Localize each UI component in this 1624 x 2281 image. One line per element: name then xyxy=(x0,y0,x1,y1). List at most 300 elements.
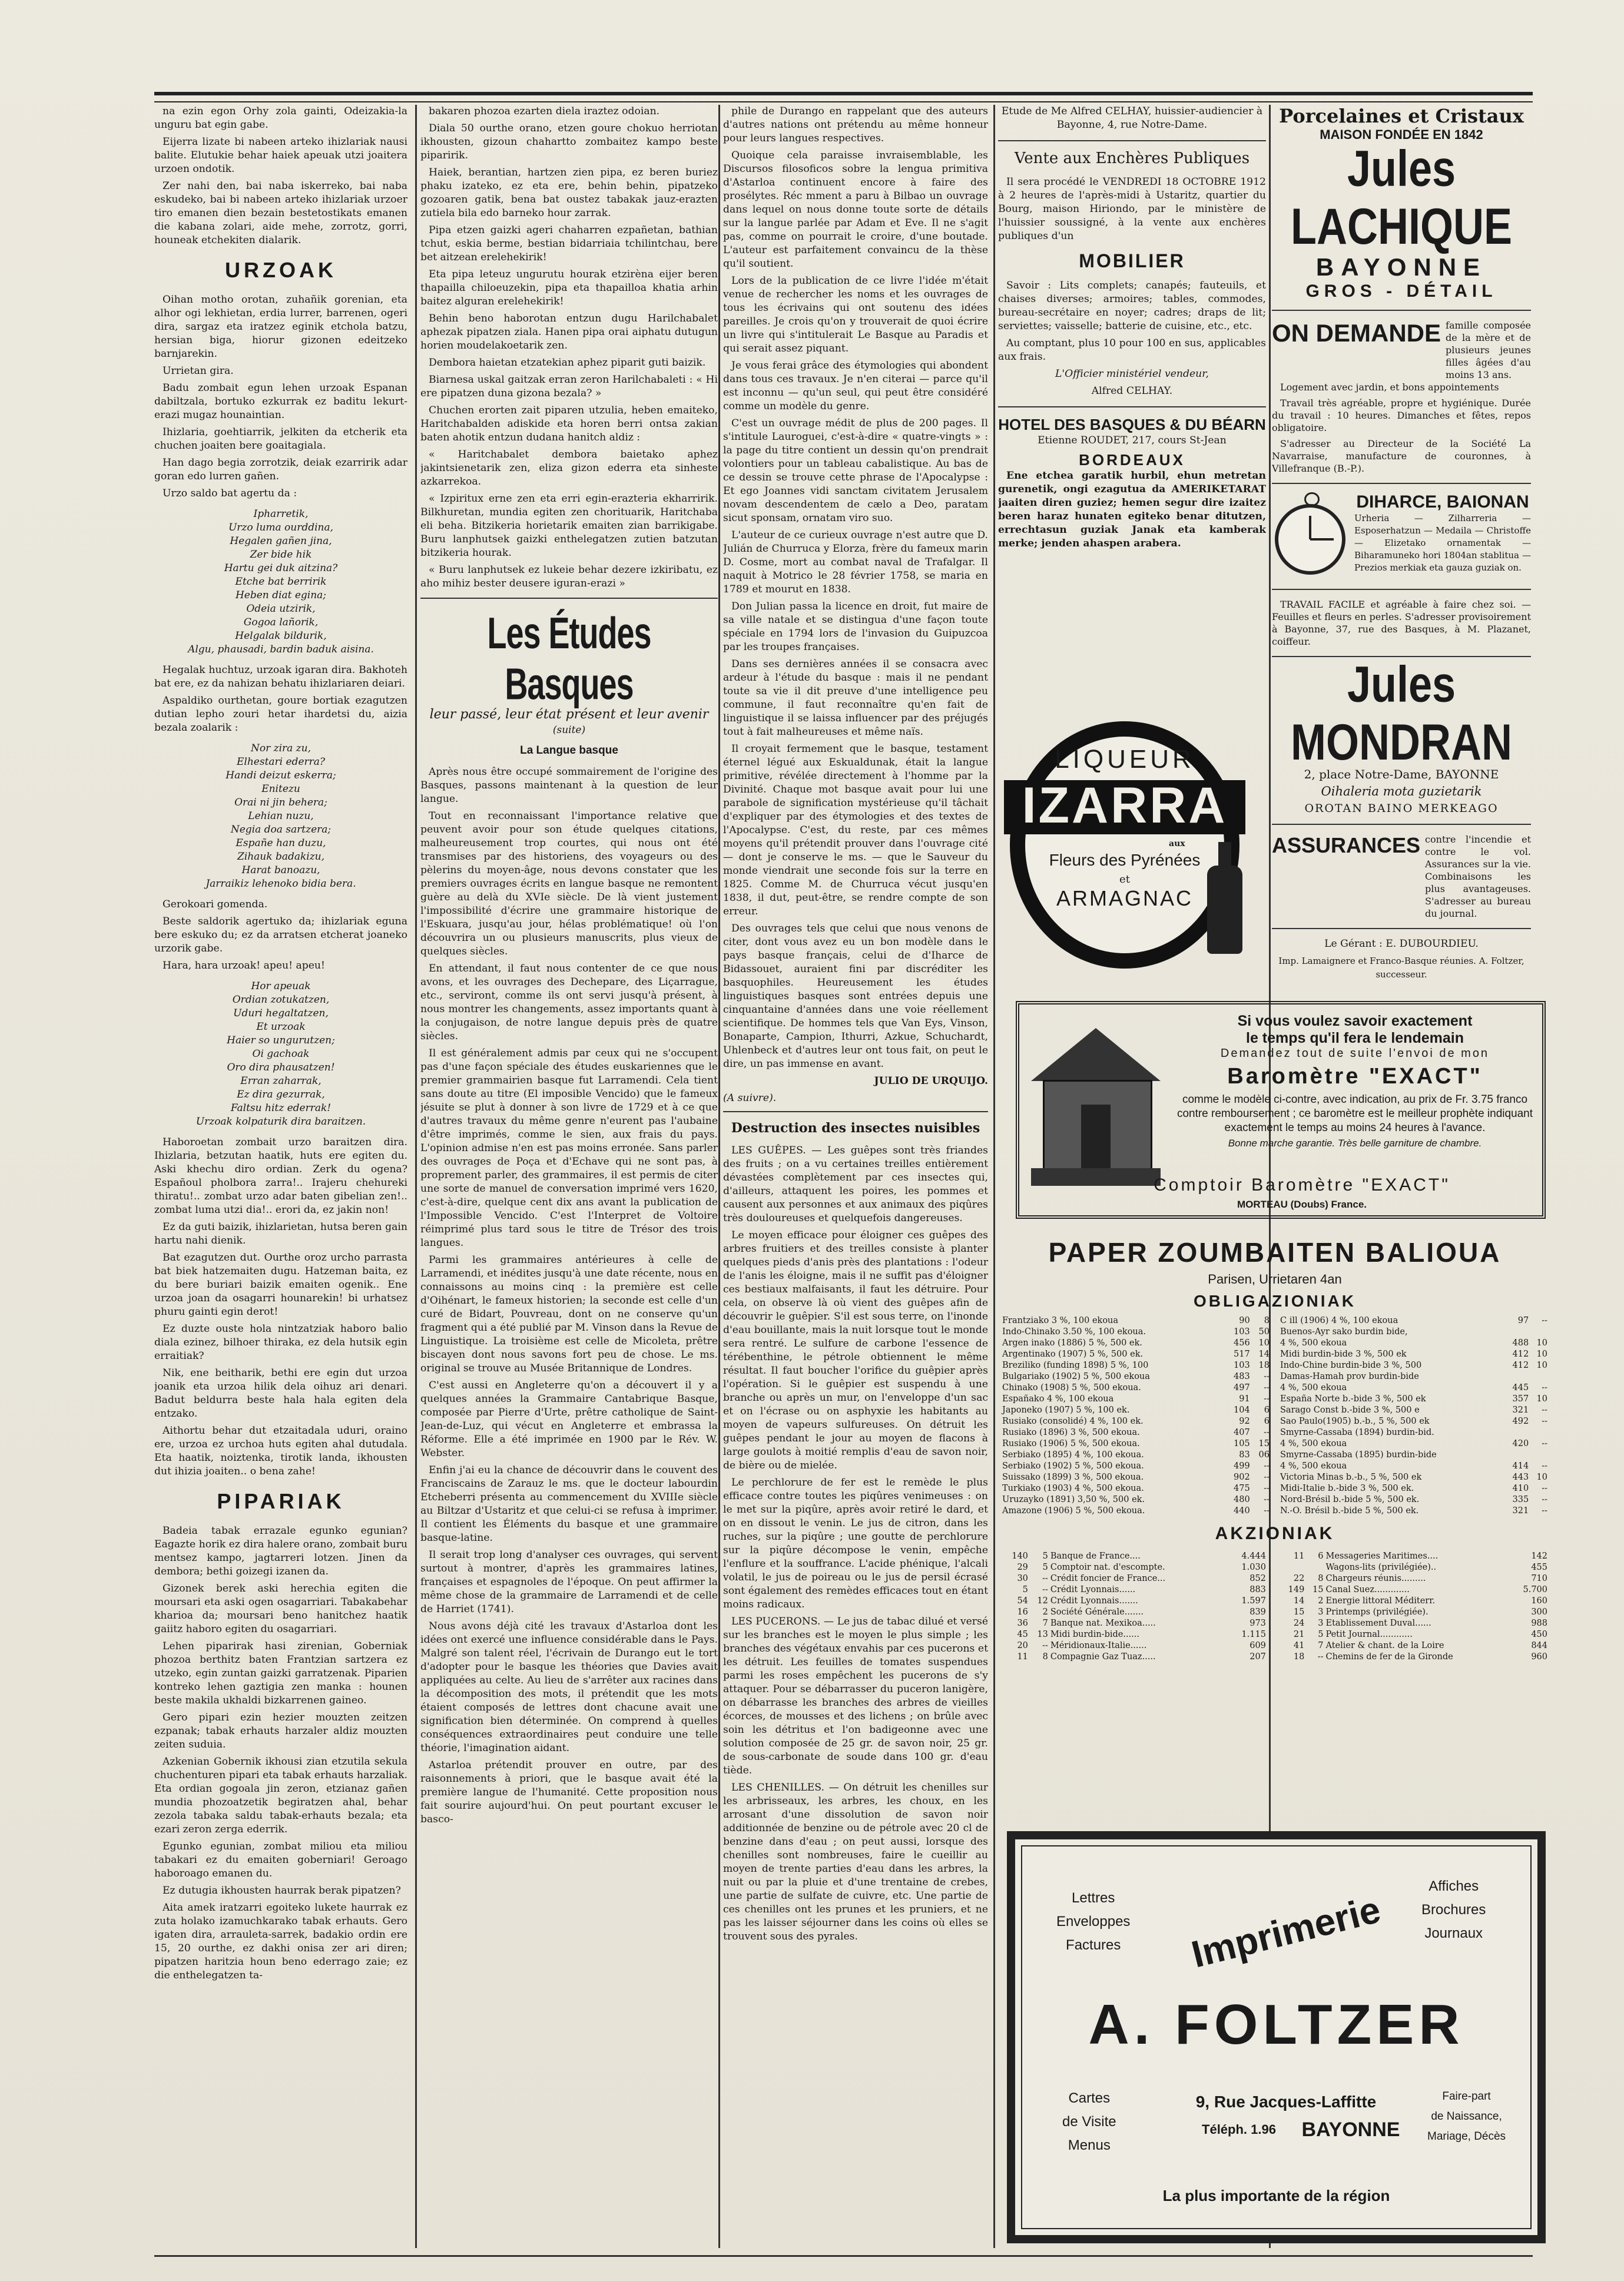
table-cell: 973 xyxy=(1250,1619,1266,1628)
table-cell: 4.444 xyxy=(1241,1551,1266,1561)
table-cell: 15 xyxy=(1258,1439,1270,1448)
diharce-title: DIHARCE, BAIONAN xyxy=(1356,492,1529,512)
pipariak-text xyxy=(154,1524,407,1982)
paragraph: LES PUCERONS. — Le jus de tabac dilué et versé sur les branches est le moyen le plus simple ; les branches des végétaux envahis par ces pucerons et les détruit. Les feuilles de tomates suspendues parmi les roses empêchent les pucerons de s'y attaquer. Pour se débarrasser du puceron lanigère, on débarrasse les branches des arbres de vieilles écorces, de mousses et des lichens ; on brûle avec soin les détritus et l'on badigeonne avec une solution composée de 25 gr. de savon noir, 25 gr. de sous-carbonate de soude dans 100 gr. d'eau tiède. xyxy=(723,1616,988,1776)
table-cell: 480 xyxy=(1234,1495,1250,1504)
table-cell: Nord-Brésil b.-bide 5 %, 500 ek. xyxy=(1280,1495,1420,1504)
table-row xyxy=(1279,1427,1549,1438)
table-cell: 2 xyxy=(1318,1596,1324,1606)
table-row xyxy=(1279,1629,1549,1640)
table-cell: 92 xyxy=(1239,1417,1250,1426)
text-line: Affiches xyxy=(1429,1878,1479,1894)
table-cell: Société Générale....... xyxy=(1050,1607,1144,1617)
table-cell: 450 xyxy=(1531,1630,1547,1639)
text-line: Etche bat berririk xyxy=(235,576,327,588)
paragraph: Bat ezagutzen dut. Ourthe oroz urcho parrasta bat biek hatzemaiten dugu. Hatzeman baita, ez du bere buriari baizik emaiten ogenik.. Ene urzoa joan da osagarri hounarekin! bi urhatsez phuru gainti egin derot! xyxy=(154,1252,407,1318)
table-row xyxy=(1001,1371,1271,1382)
text-line: Heben diat egina; xyxy=(235,589,327,601)
izarra-et: et xyxy=(1119,873,1130,886)
paragraph: Parmi les grammaires antérieures à celle de Larramendi, et inédites jusqu'à une date récente, nous en connaissons au moins cinq : la première est celle d'Oihénart, le fameux historien; la seconde est celle d'un curé de Bidart, Pouvreau, dont on ne conserve qu'un fragment qui a été publié par M. Vinson dans la Revue de Linguistique. La troisième est celle de Micoleta, prêtre biscayen dont nous savons fort peu de chose. Le ms. original se trouve au Musée Britannique de Londres. xyxy=(420,1254,718,1374)
table-cell xyxy=(1279,1562,1305,1573)
table-cell: Chemins de fer de la Gironde xyxy=(1325,1652,1453,1662)
table-cell xyxy=(1267,1584,1271,1596)
watch-icon xyxy=(1272,492,1348,581)
table-row xyxy=(1001,1405,1271,1416)
paragraph: Le moyen efficace pour éloigner ces guêpes des arbres fruitiers et des treilles consiste à planter quelques pieds d'anis près des plantations : l'odeur de l'anis les éloigne, mais il ne suffit pas d'éloigner ces bestiaux malfaisants, il faut les détruire. Pour cela, on observe là où vient des guêpes afin de découvrir le guêpier. S'il est sous terre, on l'inonde d'eau bouillante, mais la nuit lorsque tout le monde sera rentré. Le sulfure de carbone l'essence de térébenthine, le pétrole obtiennent le même résultat. Il faut boucher l'orifice du guêpier après l'opération. Si le guêpier est suspendu à une branche ou après un mur, on l'enveloppe d'un sac et on l'écrase ou on asphyxie les habitants au moyen de vapeurs sulfureuses. On détruit les guêpes pendant le jour au moyen de flacons à large goulots à moitié remplis d'eau de savon noir, de bière ou de mielée. xyxy=(723,1229,988,1471)
table-row xyxy=(1001,1562,1271,1573)
table-row xyxy=(1279,1327,1549,1338)
table-row xyxy=(1279,1584,1549,1596)
etudes-title: Les Études Basques xyxy=(487,608,651,710)
foltzer-cartes-list xyxy=(1062,2087,1116,2157)
text-line: Oi gachoak xyxy=(252,1048,310,1060)
table-cell: 8 xyxy=(1318,1574,1324,1583)
pipariak-continued xyxy=(420,105,718,591)
paper-date: Parisen, Urrietaren 4an xyxy=(1208,1272,1342,1287)
table-cell: 456 xyxy=(1234,1338,1250,1348)
oihaleria: Oihaleria mota guzietarik xyxy=(1321,784,1482,798)
foltzer-city: BAYONNE xyxy=(1301,2118,1400,2141)
table-row xyxy=(1279,1315,1549,1327)
table-cell: 7 xyxy=(1318,1641,1324,1650)
paragraph: Nous avons déjà cité les travaux d'Astarloa dont les idées ont exercé une influence considérable dans le Pays. Malgré son talent réel, l'écrivain de Durango eut le tort d'adopter pour le basque les théories que Davies avait appliquées au celte. Au lieu de s'arrêter aux racines dans la décomposition des mots, il prétendit que les mots étaient composés de lettres dont chacune avait une signification bien déterminée. On comprend à quelles conséquences extraordinaires peut conduire une telle théorie, l'imagination aidant. xyxy=(420,1620,718,1754)
barometre-ad xyxy=(1016,1001,1546,1219)
paragraph: phile de Durango en rappelant que des auteurs d'autres nations ont prétendu au même honneur pour leurs langues respectives. xyxy=(723,105,988,144)
text-line: Algu, phausadi, bardin baduk aisina. xyxy=(188,644,374,655)
paragraph: Oihan motho orotan, zuhañik gorenian, eta alhor ogi lekhietan, erdia lurrer, barrenen, ogeri dira, sargaz eta iratzez eginik etchola batzu, hersian biga, hiorur gizonen edeitzeko barnjarekin. xyxy=(154,294,407,360)
table-row xyxy=(1279,1506,1549,1517)
table-cell: Sao Paulo(1905) b.-b., 5 %, 500 ek xyxy=(1280,1417,1430,1426)
urzoak-text xyxy=(154,293,407,500)
table-cell: 15 xyxy=(1293,1607,1305,1617)
table-cell: 4 %, 500 ekoua xyxy=(1280,1439,1347,1448)
text-line: Et urzoak xyxy=(256,1021,306,1033)
table-cell: Banque de France.... xyxy=(1050,1551,1141,1561)
table-cell: -- xyxy=(1264,1372,1270,1381)
table-cell xyxy=(1305,1562,1324,1573)
text-line: Nor zira zu, xyxy=(250,742,311,754)
table-cell: Rusiako (1896) 3 %, 500 ekoua. xyxy=(1002,1428,1140,1437)
table-cell: -- xyxy=(1264,1461,1270,1471)
table-cell: Crédit Lyonnais....... xyxy=(1050,1596,1138,1606)
table-cell: 10 xyxy=(1536,1361,1547,1370)
table-cell: 160 xyxy=(1531,1596,1547,1606)
table-cell: 410 xyxy=(1512,1484,1529,1493)
table-cell: 36 xyxy=(1017,1619,1028,1628)
paragraph: Pipa etzen gaizki ageri chaharren ezpañetan, bathian tchut, eskia berme, bestian bidarriaia tchilintchau, bere bet aitzean erelehekirik! xyxy=(420,224,718,263)
table-cell: 3 xyxy=(1318,1619,1324,1628)
text-line: Elhestari ederra? xyxy=(236,756,326,768)
table-row xyxy=(1279,1551,1549,1562)
langue-text xyxy=(420,765,718,1826)
table-row xyxy=(1001,1607,1271,1618)
table-cell: 12 xyxy=(1037,1596,1048,1606)
table-row xyxy=(1001,1338,1271,1349)
table-cell: 5 xyxy=(1042,1551,1048,1561)
lachique-name: Jules LACHIQUE xyxy=(1291,140,1512,256)
table-cell: Breziliko (funding 1898) 5 %, 100 xyxy=(1002,1361,1149,1370)
izarra-brand: IZARRA xyxy=(1022,777,1228,834)
table-cell: Sarago Const b.-bide 3 %, 500 e xyxy=(1280,1405,1420,1415)
table-cell: -- xyxy=(1042,1585,1048,1594)
table-cell: Suissako (1899) 3 %, 500 ekoua. xyxy=(1002,1473,1144,1482)
chalet-roof xyxy=(1031,1028,1161,1081)
table-row xyxy=(1001,1315,1271,1327)
table-row xyxy=(1001,1416,1271,1427)
table-cell: 11 xyxy=(1017,1652,1028,1662)
etudes-subtitle: leur passé, leur état présent et leur avenir xyxy=(429,707,709,722)
paragraph: Ez da guti baizik, ihizlarietan, hutsa beren gain hartu nahi dienik. xyxy=(154,1221,407,1246)
table-cell: -- xyxy=(1264,1383,1270,1393)
table-cell: -- xyxy=(1542,1495,1547,1504)
table-cell: 445 xyxy=(1512,1383,1529,1393)
table-cell xyxy=(1503,1450,1530,1461)
table-cell xyxy=(1267,1573,1271,1584)
table-cell: Serbiako (1902) 5 %, 500 ekoua. xyxy=(1002,1461,1144,1471)
paragraph: Aita amek iratzarri egoiteko lukete haurrak ez zuta holako izamuchkarako tabak erhauts. Gero igaten dira, arrauleta-sarrek, badakio ordin ere 15, 20 ourthe, ez dakhi onisa zer ari diren; pipatzen haritzia houn beno ederrago zaie; ez die enthelegatzen ta- xyxy=(154,1902,407,1981)
porcelaines-title: Porcelaines et Cristaux xyxy=(1279,105,1524,127)
text-line: Lehian nuzu, xyxy=(248,810,314,822)
table-cell xyxy=(1267,1640,1271,1652)
paragraph: Nik, ene beitharik, bethi ere egin dut urzoa joanik eta urzoa hilik dela oihuz ari denari. Badut beldurra beste hala hala egiten dela entzako. xyxy=(154,1367,407,1420)
table-cell: Frantziako 3 %, 100 ekoua xyxy=(1002,1316,1119,1325)
table-cell: -- xyxy=(1264,1506,1270,1516)
table-cell: Midi-Italie b.-bide 3 %, 500 ek. xyxy=(1280,1484,1414,1493)
paragraph: Je vous ferai grâce des étymologies qui abondent dans tous ces travaux. Je n'en citerai — parce qu'il est inconnu — qu'un seul, qui peut être considéré comme un modèle du genre. xyxy=(723,360,988,412)
paragraph: Urzo saldo bat agertu da : xyxy=(163,488,297,499)
paragraph: Gerokoari gomenda. xyxy=(163,899,268,910)
table-cell: 10 xyxy=(1258,1338,1270,1348)
table-cell: Argentinako (1907) 5 %, 500 ek. xyxy=(1002,1350,1144,1359)
table-cell: 20 xyxy=(1017,1641,1028,1650)
table-cell: 852 xyxy=(1250,1574,1266,1583)
text-line: Handi deizut eskerra; xyxy=(226,770,336,781)
paragraph: na ezin egon Orhy zola gainti, Odeizakia-la unguru bat egin gabe. xyxy=(154,105,407,131)
table-cell: 499 xyxy=(1234,1461,1250,1471)
text-line: Ipharretik, xyxy=(253,508,309,520)
chalet-barometer-illustration xyxy=(1031,1016,1161,1199)
assurances-title: ASSURANCES xyxy=(1272,833,1421,857)
baro-guarantee: Bonne marche garantie. Très belle garniture de chambre. xyxy=(1228,1138,1482,1149)
table-cell: Rusiako (consolidé) 4 %, 100 ek. xyxy=(1002,1417,1144,1426)
text-line: Ordian zotukatzen, xyxy=(232,994,330,1006)
table-cell: Atelier & chant. de la Loire xyxy=(1325,1641,1444,1650)
table-row xyxy=(1279,1461,1549,1472)
table-cell: -- xyxy=(1042,1641,1048,1650)
table-row xyxy=(1279,1405,1549,1416)
table-cell xyxy=(1503,1371,1530,1382)
table-cell: -- xyxy=(1542,1316,1547,1325)
orotan: OROTAN BAINO MERKEAGO xyxy=(1304,802,1499,815)
text-line: Faire-part xyxy=(1442,2090,1491,2103)
urzoak-title: URZOAK xyxy=(225,258,337,282)
paragraph: Quoique cela paraisse invraisemblable, les Discursos filosoficos sobre la lengua primitiva d'Astarloa continuent encore à faire des prosélytes. Réc mment a paru à Bilbao un ouvrage dans lequel on nous donne toute sorte de détails sur la langue parlée par Adam et Eve. Il ne s'agit pas, comme on pourrait le croire, d'une boutade. L'auteur est parfaitement convaincu de la thèse qu'il soutient. xyxy=(723,150,988,270)
table-cell: Buenos-Ayr sako burdin bide, xyxy=(1280,1327,1408,1337)
lachique-city: BAYONNE xyxy=(1315,253,1487,281)
table-cell: Serbiako (1895) 4 %, 100 ekoua. xyxy=(1002,1450,1144,1460)
paragraph: « Buru lanphutsek ez lukeie behar dezere izkiribatu, ez aho mihiz bester deusere iguran-erazi » xyxy=(420,564,718,589)
table-cell: 18 xyxy=(1293,1652,1305,1662)
text-line: Zihauk badakizu, xyxy=(237,851,325,863)
table-cell: 21 xyxy=(1293,1630,1305,1639)
langue-continued xyxy=(723,105,988,1071)
column-5 xyxy=(1272,105,1531,988)
table-cell: Comptoir nat. d'escompte. xyxy=(1050,1563,1165,1572)
table-cell: -- xyxy=(1264,1473,1270,1482)
paragraph: Don Julian passa la licence en droit, fut maire de sa ville natale et se distingua d'une façon toute spéciale en 1794 lors de l'invasion du Guipuzcoa par les troupes françaises. xyxy=(723,601,988,653)
table-cell: Rusiako (1906) 5 %, 500 ekoua. xyxy=(1002,1439,1140,1448)
poem xyxy=(154,980,407,1129)
table-cell: 412 xyxy=(1512,1350,1529,1359)
table-cell: Printemps (privilégiée). xyxy=(1325,1607,1429,1617)
directeur-text: S'adresser au Directeur de la Société La Navarraise, manufacture de couronnes, à Villefranque (B.-P.). xyxy=(1272,438,1531,474)
table-cell: España Norte b.-bide 3 %, 500 ek xyxy=(1280,1394,1426,1404)
text-line: Españe han duzu, xyxy=(236,837,326,849)
table-row xyxy=(1001,1472,1271,1483)
table-row xyxy=(1001,1450,1271,1461)
foltzer-right-list xyxy=(1421,1875,1486,1945)
gros-detail: GROS - DÉTAIL xyxy=(1305,281,1497,301)
table-row xyxy=(1279,1349,1549,1360)
table-cell: 844 xyxy=(1531,1641,1547,1650)
paragraph: Lors de la publication de ce livre l'idée m'était venue de rechercher les noms et les ouvrages de tous les écrivains qui ont soutenu des idées pareilles. Je crois qu'on y trouverait de quoi écrire un livre qui s'intitulerait Le Basque au Paradis et qui serait assez piquant. xyxy=(723,275,988,354)
paragraph: Egunko egunian, zombat miliou eta miliou tabakari ez du emaiten goberniari! Geroago haboroago emanen du. xyxy=(154,1841,407,1879)
table-cell: Canal Suez............. xyxy=(1325,1585,1410,1594)
obligations-table-right xyxy=(1279,1315,1549,1517)
text-line: Cartes xyxy=(1068,2090,1111,2106)
table-row xyxy=(1001,1652,1271,1663)
table-cell: 902 xyxy=(1234,1473,1250,1482)
text-line: Menus xyxy=(1068,2137,1111,2153)
paragraph: Gizonek berek aski herechia egiten die moursari eta aski ogen osagarriari. Tabakabehar kharioa da; moursari beno hanitchez haatik gaiitz haboro egiten du osagarriari. xyxy=(154,1583,407,1635)
table-cell: 5 xyxy=(1042,1563,1048,1572)
table-cell: -- xyxy=(1542,1417,1547,1426)
text-line: Lettres xyxy=(1072,1890,1115,1906)
text-line: Journaux xyxy=(1424,1925,1483,1941)
table-cell: 18 xyxy=(1258,1361,1270,1370)
table-cell: 335 xyxy=(1512,1495,1529,1504)
table-cell: Indo-Chine burdin-bide 3 %, 500 xyxy=(1280,1361,1422,1370)
paragraph: LES GUÊPES. — Les guêpes sont très friandes des fruits ; on a vu certaines treilles entièrement dévastées complètement par ces insectes qui, d'ailleurs, attaquent les poires, les pommes et causent aux personnes et aux animaux des piqûres très douloureuses et quelquefois dangereuses. xyxy=(723,1145,988,1224)
paragraph: Eta pipa leteuz ungurutu hourak etzirèna eijer beren thapailla chiloeuzekin, pipa eta thapailloa khatia arhin baitez alguran erelehekirik! xyxy=(420,268,718,307)
table-cell: 8 xyxy=(1042,1652,1048,1662)
table-cell: 13 xyxy=(1037,1630,1048,1639)
table-cell: 24 xyxy=(1293,1619,1305,1628)
gerant: Le Gérant : E. DUBOURDIEU. xyxy=(1324,938,1479,950)
table-row xyxy=(1279,1483,1549,1494)
paragraph: Après nous être occupé sommairement de l'origine des Basques, passons maintenant à la question de leur langue. xyxy=(420,766,718,805)
table-cell: 6 xyxy=(1318,1551,1324,1561)
stock-listings xyxy=(1001,1236,1549,1663)
table-cell: 321 xyxy=(1512,1506,1529,1516)
table-cell: 10 xyxy=(1536,1394,1547,1404)
foltzer-slogan: La plus importante de la région xyxy=(1162,2187,1390,2204)
vente-text: Il sera procédé le VENDREDI 18 OCTOBRE 1912 à 2 heures de l'après-midi à Ustaritz, quartier du Bourg, maison Hiriondo, par le ministère de l'huissier soussigné, à la vente aux enchères publiques d'un xyxy=(998,176,1266,242)
table-row xyxy=(1279,1562,1549,1573)
table-cell: 6 xyxy=(1264,1417,1270,1426)
table-cell: C ill (1906) 4 %, 100 ekoua xyxy=(1280,1316,1398,1325)
actions-table-right xyxy=(1279,1551,1549,1663)
urzoak-middle xyxy=(154,664,407,735)
text-line: Erran zaharrak, xyxy=(240,1075,322,1087)
table-cell xyxy=(1530,1371,1549,1382)
text-line: de Visite xyxy=(1062,2114,1116,2130)
officier-label: L'Officier ministériel vendeur, xyxy=(1055,368,1209,380)
table-cell xyxy=(1267,1607,1271,1618)
paragraph: Des ouvrages tels que celui que nous venons de citer, dont vous avez eu un bon modèle dans le pays basque français, celui de d'Iharce de Bidassouet, auraient fini par discréditer les basquophiles. Heureusement les études linguistiques basques sont entrées depuis une cinquantaine d'années dans une voie réellement scientifique. De hommes tels que Van Eys, Vinson, Bonaparte, Campion, Ithurri, Azkue, Schuchardt, Uhlenbeck et d'autres leur ont tous fait, on peut le dire, un pas immense en avant. xyxy=(723,923,988,1070)
table-cell: 960 xyxy=(1531,1652,1547,1662)
text-line: Odeia utzirik, xyxy=(246,603,316,615)
table-cell xyxy=(1503,1427,1530,1438)
table-cell: Crédit Lyonnais...... xyxy=(1050,1585,1136,1594)
table-cell: 149 xyxy=(1288,1585,1305,1594)
table-row xyxy=(1279,1596,1549,1607)
paragraph: Il croyait fermement que le basque, testament éternel légué aux Eskualdunak, était la langue primitive, révélée directement à l'homme par la Divinité. Chaque mot basque avait pour lui une parabole de signification mystérieuse qu'il tâchait d'expliquer par des étymologies et des textes de l'Apocalypse. C'est, du reste, par ces mêmes moyens qu'il prétendit prouver dans l'ouvrage cité — dont je conserve le ms. — que le Sauveur du monde viendrait une seconde fois sur la terre en 1825. Comme M. de Churruca vécut jusqu'en 1838, il dut, peut-être, se rendre compte de son erreur. xyxy=(723,743,988,917)
table-cell: 207 xyxy=(1250,1652,1266,1662)
table-cell: Banque nat. Mexikoa..... xyxy=(1050,1619,1156,1628)
table-cell: 22 xyxy=(1293,1574,1305,1583)
table-cell: Méridionaux-Italie...... xyxy=(1050,1641,1147,1650)
table-row xyxy=(1001,1618,1271,1629)
table-cell xyxy=(1530,1427,1549,1438)
table-cell: 90 xyxy=(1239,1316,1250,1325)
table-cell: Japoneko (1907) 5 %, 100 ek. xyxy=(1002,1405,1130,1415)
table-cell: -- xyxy=(1542,1506,1547,1516)
imprimerie-credit: Imp. Lamaignere et Franco-Basque réunies. A. Foltzer, successeur. xyxy=(1278,956,1524,980)
table-cell xyxy=(1530,1327,1549,1338)
table-cell: 517 xyxy=(1234,1350,1250,1359)
column-divider xyxy=(415,105,417,2248)
table-row xyxy=(1001,1327,1271,1338)
izarra-aux: aux xyxy=(1169,839,1185,848)
table-row xyxy=(1001,1483,1271,1494)
table-cell: 91 xyxy=(1239,1394,1250,1404)
table-row xyxy=(1279,1382,1549,1394)
paragraph: En attendant, il faut nous contenter de ce que nous avons, et les ouvrages des Dechepare, des Liçarrague, etc., serviront, comme ils ont servi jusqu'à présent, à nous montrer les changements, assez importants quant à la conjugaison, de notre langue depuis près de quatre siècles. xyxy=(420,963,718,1042)
table-cell: Victoria Minas b.-b., 5 %, 500 ek xyxy=(1280,1473,1422,1482)
table-row xyxy=(1279,1394,1549,1405)
table-cell: 8 xyxy=(1264,1316,1270,1325)
table-cell: 16 xyxy=(1017,1607,1028,1617)
table-cell: 6 xyxy=(1264,1405,1270,1415)
paragraph: Urrietan gira. xyxy=(163,365,234,377)
travail-facile: TRAVAIL FACILE et agréable à faire chez soi. — Feuilles et fleurs en perles. S'adresser provisoirement à Bayonne, 37, rue des Basques, à M. Plazanet, coiffeur. xyxy=(1272,599,1531,647)
table-cell: 97 xyxy=(1517,1316,1529,1325)
table-cell: 710 xyxy=(1531,1574,1547,1583)
izarra-liqueur: LIQUEUR xyxy=(1055,745,1195,774)
table-cell: 4 %, 500 ekoua xyxy=(1280,1338,1347,1348)
table-cell: 7 xyxy=(1042,1619,1048,1628)
table-cell: 988 xyxy=(1531,1619,1547,1628)
baro-line-2: le temps qu'il fera le lendemain xyxy=(1246,1030,1464,1046)
text-line: Hartu gei duk aitzina? xyxy=(224,562,338,574)
text-line: Gogoa lañorik, xyxy=(243,616,319,628)
intro-text xyxy=(154,105,407,247)
baro-text: comme le modèle ci-contre, avec indication, au prix de Fr. 3.75 franco contre remboursement ; ce baromètre est le meilleur prophète indiquant exactement le temps au moins 24 heures à l'avance. xyxy=(1176,1093,1533,1134)
table-row xyxy=(1279,1438,1549,1450)
paragraph: « Haritchabalet dembora baietako aphez jakintsienetarik zen, eliza gizon ederra eta sinheste azkarrekoa. xyxy=(420,449,718,488)
table-cell: Crédit foncier de France... xyxy=(1050,1574,1166,1583)
table-row xyxy=(1001,1506,1271,1517)
table-cell: Damas-Hamah prov burdin-bide xyxy=(1280,1372,1419,1381)
paragraph: Han dago begia zorrotzik, deiak ezarririk adar goran edo lurren gañen. xyxy=(154,457,407,482)
paragraph: Haboroetan zombait urzo baraitzen dira. Ihizlaria, betzutan haatik, huts ere egiten du. Aski khechu diro ordian. Zerk du ogena? Españoul pholbora zarra!.. Irajeru chehureki thiratu!.. zombat urzo adar baten gibelian zen!.. zombat luma utzi dia!.. erori da, ez jakin non! xyxy=(154,1136,407,1216)
foltzer-imprimerie: Imprimerie xyxy=(1187,1888,1385,1976)
table-cell: -- xyxy=(1264,1484,1270,1493)
izarra-armagnac: ARMAGNAC xyxy=(1056,886,1194,910)
text-line: Enveloppes xyxy=(1056,1914,1131,1929)
table-row xyxy=(1001,1640,1271,1652)
table-row xyxy=(1279,1573,1549,1584)
text-line: Uduri hegaltatzen, xyxy=(233,1007,329,1019)
table-cell: -- xyxy=(1264,1495,1270,1504)
table-cell: Uruzayko (1891) 3,50 %, 500 ek. xyxy=(1002,1495,1145,1504)
table-row xyxy=(1001,1573,1271,1584)
paragraph: Aithortu behar dut etzaitadala uduri, oraino ere, urzoa ez urchoa huts egiten ahal dutudala. Eta haatik, noiztenka, tirotik landa, ikhousten dut ihizia joaiten.. o bena zahe! xyxy=(154,1425,407,1477)
poem xyxy=(154,508,407,657)
table-cell: Energie littoral Méditerr. xyxy=(1325,1596,1436,1606)
on-demande: ON DEMANDE xyxy=(1272,319,1441,347)
baro-comptoir: Comptoir Baromètre "EXACT" xyxy=(1154,1175,1450,1195)
paragraph: Gero pipari ezin hezier mouzten zeitzen ezpanak; tabak erhauts harzaler aldiz mouzten zeiten suduia. xyxy=(154,1712,407,1750)
paragraph: Badu zombait egun lehen urzoak Espanan dabiltzala, bortuko ezkurrak ez baditu lekurt-erazi mugaz hounaintian. xyxy=(154,382,407,421)
foltzer-phone: Téléph. 1.96 xyxy=(1202,2122,1276,2137)
text-line: Urzoak kolpaturik dira baraitzen. xyxy=(195,1116,366,1128)
text-line: Ez dira gezurrak, xyxy=(237,1089,325,1100)
table-cell: 14 xyxy=(1258,1350,1270,1359)
text-line: Factures xyxy=(1066,1937,1121,1953)
paragraph: Haiek, berantian, hartzen zien pipa, ez beren buriez phaku izateko, ez eta ere, behin behin, pipatzeko gozoaren gatik, bena bat oustez tabakak jauz-erazten zutiela bila edo barneko hour zarrak. xyxy=(420,167,718,219)
table-cell: 41 xyxy=(1293,1641,1305,1650)
obligations-table-left xyxy=(1001,1315,1271,1517)
paragraph: Biarnesa uskal gaitzak erran zeron Harilchabaleti : « Hi ere pipatzen duna gizona bezala? » xyxy=(420,374,718,399)
paragraph: Astarloa prétendit prouver en outre, par des raisonnements à priori, que le basque avait été la première langue de l'humanité. Cette proposition nous fait sourire aujourd'hui. On peut pourtant excuser le basco- xyxy=(420,1759,718,1825)
column-divider xyxy=(993,105,995,2248)
mondran-name: Jules MONDRAN xyxy=(1291,656,1512,771)
column-divider xyxy=(718,105,720,2248)
table-cell: 883 xyxy=(1250,1585,1266,1594)
table-row xyxy=(1279,1416,1549,1427)
table-cell: 483 xyxy=(1234,1372,1250,1381)
paragraph: Ihizlaria, goehtiarrik, jelkiten da etcherik eta chuchen joaiten bere goaitagiala. xyxy=(154,426,407,452)
baro-place: MORTEAU (Doubs) France. xyxy=(1237,1199,1367,1210)
paragraph: Ez dutugia ikhousten haurrak berak pipatzen? xyxy=(163,1885,401,1897)
assurances-text: contre l'incendie et contre le vol. Assurances sur la vie. Combinaisons les plus avantageuses. S'adresser au bureau du journal. xyxy=(1425,834,1531,919)
table-cell: Turkiako (1903) 4 %, 500 ekoua. xyxy=(1002,1484,1144,1493)
insectes-text xyxy=(723,1144,988,1944)
paragraph: Azkenian Gobernik ikhousi zian etzutila sekula chuchenturen pipari eta tabak erhauts harzaliak. Eta ordian gogoala jin zeron, etzianaz gañen mundia phozoatzetik begiratzen ahal, behar zezola tabaka saldu tabak-erhauts bezala; eta ezari zeron zerga ederrik. xyxy=(154,1756,407,1835)
text-line: Hor apeuak xyxy=(251,980,311,992)
paragraph: Dembora haietan etzatekian aphez piparit guti baizik. xyxy=(429,357,706,369)
paragraph: Diala 50 ourthe orano, etzen goure chokuo herriotan ikhousten, gizoun chahartto zombaitez kampo beste piparirik. xyxy=(420,122,718,161)
table-cell: 54 xyxy=(1017,1596,1028,1606)
paragraph: Hegalak huchtuz, urzoak igaran dira. Bakhoteh bat ere, ez da nahizan behatu ihizlariaren deiari. xyxy=(154,664,407,689)
text-line: Helgalak bildurik, xyxy=(235,630,327,642)
table-cell xyxy=(1267,1618,1271,1629)
akzioniak-title: AKZIONIAK xyxy=(1215,1524,1335,1543)
table-cell: -- xyxy=(1542,1461,1547,1471)
table-cell: 420 xyxy=(1512,1439,1529,1448)
text-line: Orai ni jin behera; xyxy=(234,797,327,808)
paragraph: Hara, hara urzoak! apeu! apeu! xyxy=(163,960,325,972)
table-cell: Smyrne-Cassaba (1894) burdin-bid. xyxy=(1280,1428,1434,1437)
signature: JULIO DE URQUIJO. xyxy=(874,1075,988,1087)
table-cell: 443 xyxy=(1512,1473,1529,1482)
table-cell: 300 xyxy=(1531,1607,1547,1617)
table-cell: Etablissement Duval...... xyxy=(1325,1619,1431,1628)
table-row xyxy=(1279,1618,1549,1629)
table-cell: 10 xyxy=(1536,1338,1547,1348)
